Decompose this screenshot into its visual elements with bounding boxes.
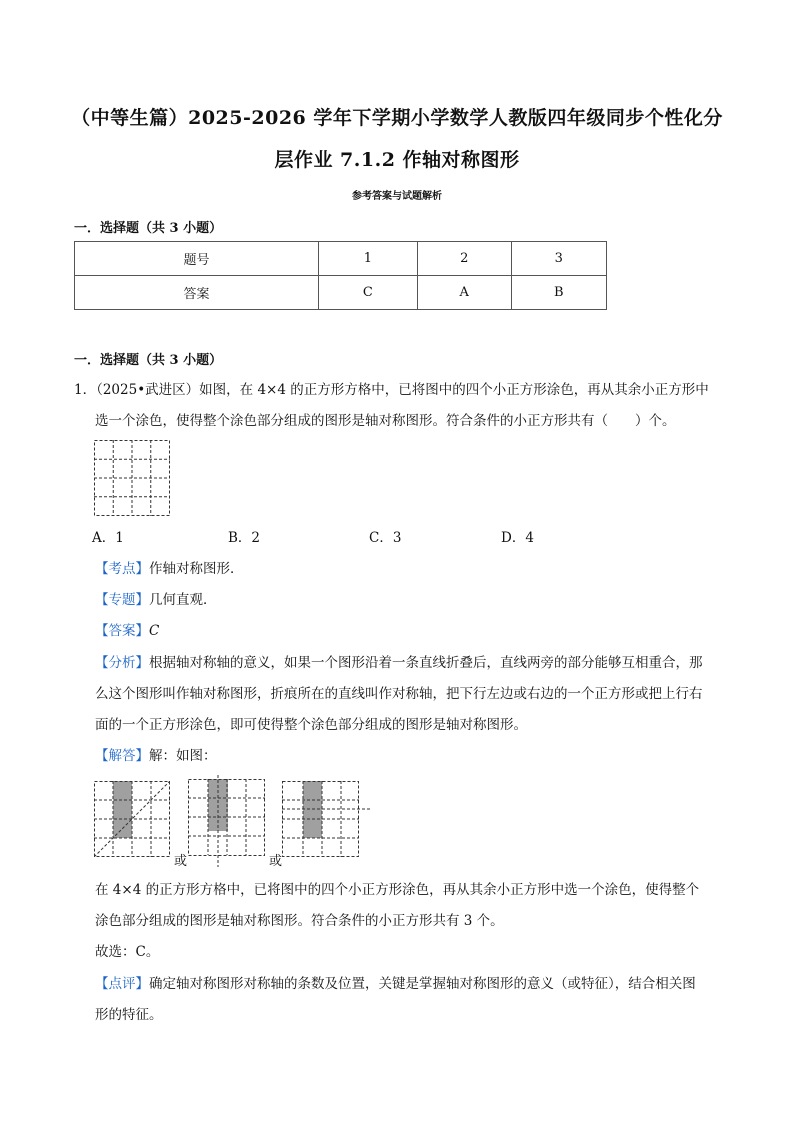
question-text-line1: 1．（2025•武进区）如图，在 4×4 的正方形方格中，已将图中的四个小正方形涂色，再从其余小正方形中 bbox=[74, 382, 709, 398]
fenxi-text-1: 根据轴对称轴的意义，如果一个图形沿着一条直线折叠后，直线两旁的部分能够互相重合，那 bbox=[149, 655, 703, 671]
zhuanti-text: 几何直观． bbox=[149, 592, 217, 608]
table-cell: 3 bbox=[511, 242, 606, 276]
table-cell: A bbox=[417, 276, 511, 310]
section-heading-1: 一．选择题（共 3 小题） bbox=[74, 221, 223, 236]
table-header-cell: 题号 bbox=[75, 242, 319, 276]
doc-title-line2: 层作业 7.1.2 作轴对称图形 bbox=[274, 149, 520, 171]
jieda-line bbox=[95, 744, 217, 764]
fenxi-line3: 面的一个正方形涂色，即可使得整个涂色部分组成的图形是轴对称图形。 bbox=[95, 717, 527, 733]
table-cell: 2 bbox=[417, 242, 511, 276]
choice-line: 故选：C。 bbox=[95, 944, 160, 960]
option-a: A．1 bbox=[92, 530, 124, 546]
zhuanti-line bbox=[95, 588, 217, 608]
table-header-cell: 答案 bbox=[75, 276, 319, 310]
dianping-tag: 【点评】 bbox=[95, 976, 149, 992]
dianping-line1 bbox=[95, 972, 696, 992]
jieda-text: 解：如图： bbox=[149, 748, 217, 764]
table-cell: B bbox=[511, 276, 606, 310]
table-cell: C bbox=[318, 276, 417, 310]
jieda-tag: 【解答】 bbox=[95, 748, 149, 764]
section-heading-2: 一．选择题（共 3 小题） bbox=[74, 353, 223, 368]
option-b: B．2 bbox=[228, 530, 261, 546]
table-row bbox=[75, 242, 607, 276]
daan-text: C bbox=[149, 623, 160, 639]
table-row bbox=[75, 276, 607, 310]
option-d: D．4 bbox=[501, 530, 534, 546]
dianping-line2: 形的特征。 bbox=[95, 1007, 163, 1023]
question-text-line2: 选一个涂色，使得整个涂色部分组成的图形是轴对称图形。符合条件的小正方形共有（ ）个。 bbox=[95, 413, 676, 429]
answer-table bbox=[74, 241, 607, 310]
zhuanti-tag: 【专题】 bbox=[95, 592, 149, 608]
kaodian-line bbox=[95, 557, 244, 577]
conclusion-line2: 涂色部分组成的图形是轴对称图形。符合条件的小正方形共有 3 个。 bbox=[95, 913, 504, 929]
or-label-1: 或 bbox=[174, 854, 188, 869]
table-cell: 1 bbox=[318, 242, 417, 276]
question-grid-figure bbox=[94, 440, 170, 516]
fenxi-line2: 么这个图形叫作轴对称图形，折痕所在的直线叫作对称轴，把下行左边或右边的一个正方形或把上行右 bbox=[95, 686, 703, 702]
doc-title-line1: （中等生篇）2025-2026 学年下学期小学数学人教版四年级同步个性化分 bbox=[71, 107, 723, 129]
kaodian-tag: 【考点】 bbox=[95, 561, 149, 577]
fenxi-tag: 【分析】 bbox=[95, 655, 149, 671]
or-label-2: 或 bbox=[269, 854, 283, 869]
daan-line bbox=[95, 619, 159, 639]
kaodian-text: 作轴对称图形． bbox=[149, 561, 244, 577]
dianping-text-1: 确定轴对称图形对称轴的条数及位置，关键是掌握轴对称图形的意义（或特征），结合相关图 bbox=[149, 976, 696, 992]
solution-figure-1 bbox=[94, 781, 170, 857]
solution-figure-3 bbox=[282, 781, 372, 857]
daan-tag: 【答案】 bbox=[95, 623, 149, 639]
option-c: C．3 bbox=[369, 530, 402, 546]
fenxi-line1 bbox=[95, 651, 703, 671]
solution-figure-2 bbox=[188, 775, 268, 867]
conclusion-line1: 在 4×4 的正方形方格中，已将图中的四个小正方形涂色，再从其余小正方形中选一个涂色，使得整个 bbox=[95, 882, 700, 898]
doc-subtitle: 参考答案与试题解析 bbox=[352, 191, 442, 202]
